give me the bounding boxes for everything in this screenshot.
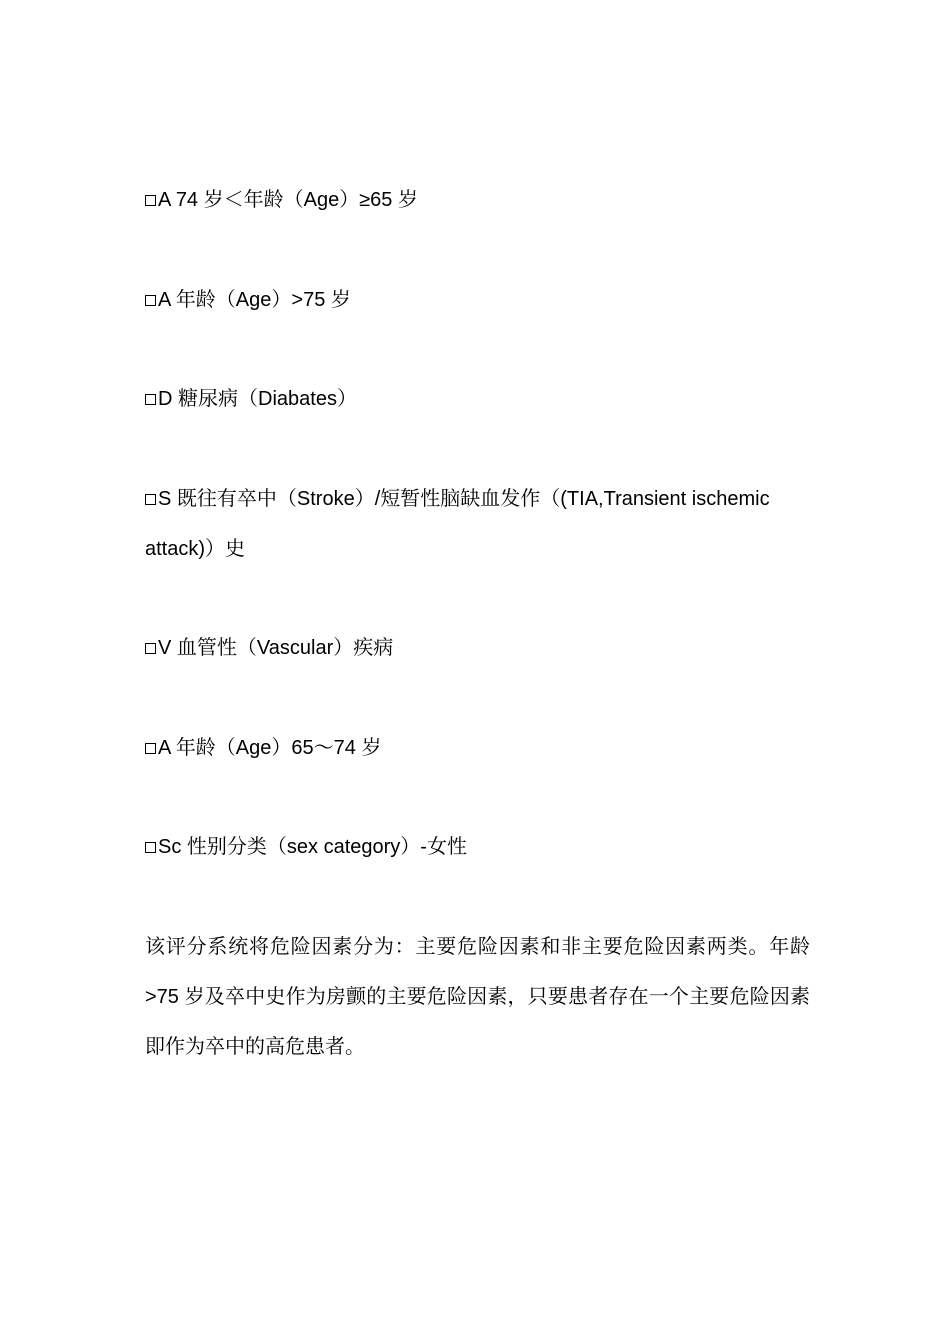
checklist-item-age-over-75 bbox=[145, 275, 810, 325]
item-code: S bbox=[158, 488, 172, 510]
item-code: D bbox=[158, 388, 173, 410]
item-text: 年龄（Age）65～74 岁 bbox=[175, 737, 382, 759]
checkbox-icon[interactable] bbox=[145, 494, 156, 505]
checkbox-icon[interactable] bbox=[145, 195, 156, 206]
checklist-item-sex-category bbox=[145, 822, 810, 872]
checkbox-icon[interactable] bbox=[145, 643, 156, 654]
checkbox-icon[interactable] bbox=[145, 295, 156, 306]
item-text: 74 岁＜年龄（Age）≥65 岁 bbox=[175, 189, 418, 211]
item-code: A bbox=[158, 737, 171, 759]
item-text: 性别分类（sex category）-女性 bbox=[186, 836, 467, 858]
checklist-item-stroke bbox=[145, 474, 810, 574]
item-code: Sc bbox=[158, 836, 182, 858]
checklist-item-age-65-to-74 bbox=[145, 723, 810, 773]
checklist-item-vascular bbox=[145, 623, 810, 673]
checkbox-icon[interactable] bbox=[145, 842, 156, 853]
item-code: A bbox=[158, 289, 171, 311]
item-text: 糖尿病（Diabates） bbox=[178, 388, 357, 410]
checkbox-icon[interactable] bbox=[145, 743, 156, 754]
item-text: 年龄（Age）>75 岁 bbox=[175, 289, 351, 311]
explanation-paragraph: 该评分系统将危险因素分为：主要危险因素和非主要危险因素两类。年龄>75 岁及卒中史作为房颤的主要危险因素，只要患者存在一个主要危险因素即作为卒中的高危患者。 bbox=[145, 936, 810, 1058]
item-text: 血管性（Vascular）疾病 bbox=[176, 637, 394, 659]
checklist-item-diabetes bbox=[145, 374, 810, 424]
item-code: V bbox=[158, 637, 172, 659]
item-code: A bbox=[158, 189, 171, 211]
item-text: 既往有卒中（Stroke）/短暂性脑缺血发作（(TIA,Transient ischemic attack)）史 bbox=[145, 488, 770, 560]
checklist-item-age-65-74 bbox=[145, 175, 810, 225]
checkbox-icon[interactable] bbox=[145, 394, 156, 405]
